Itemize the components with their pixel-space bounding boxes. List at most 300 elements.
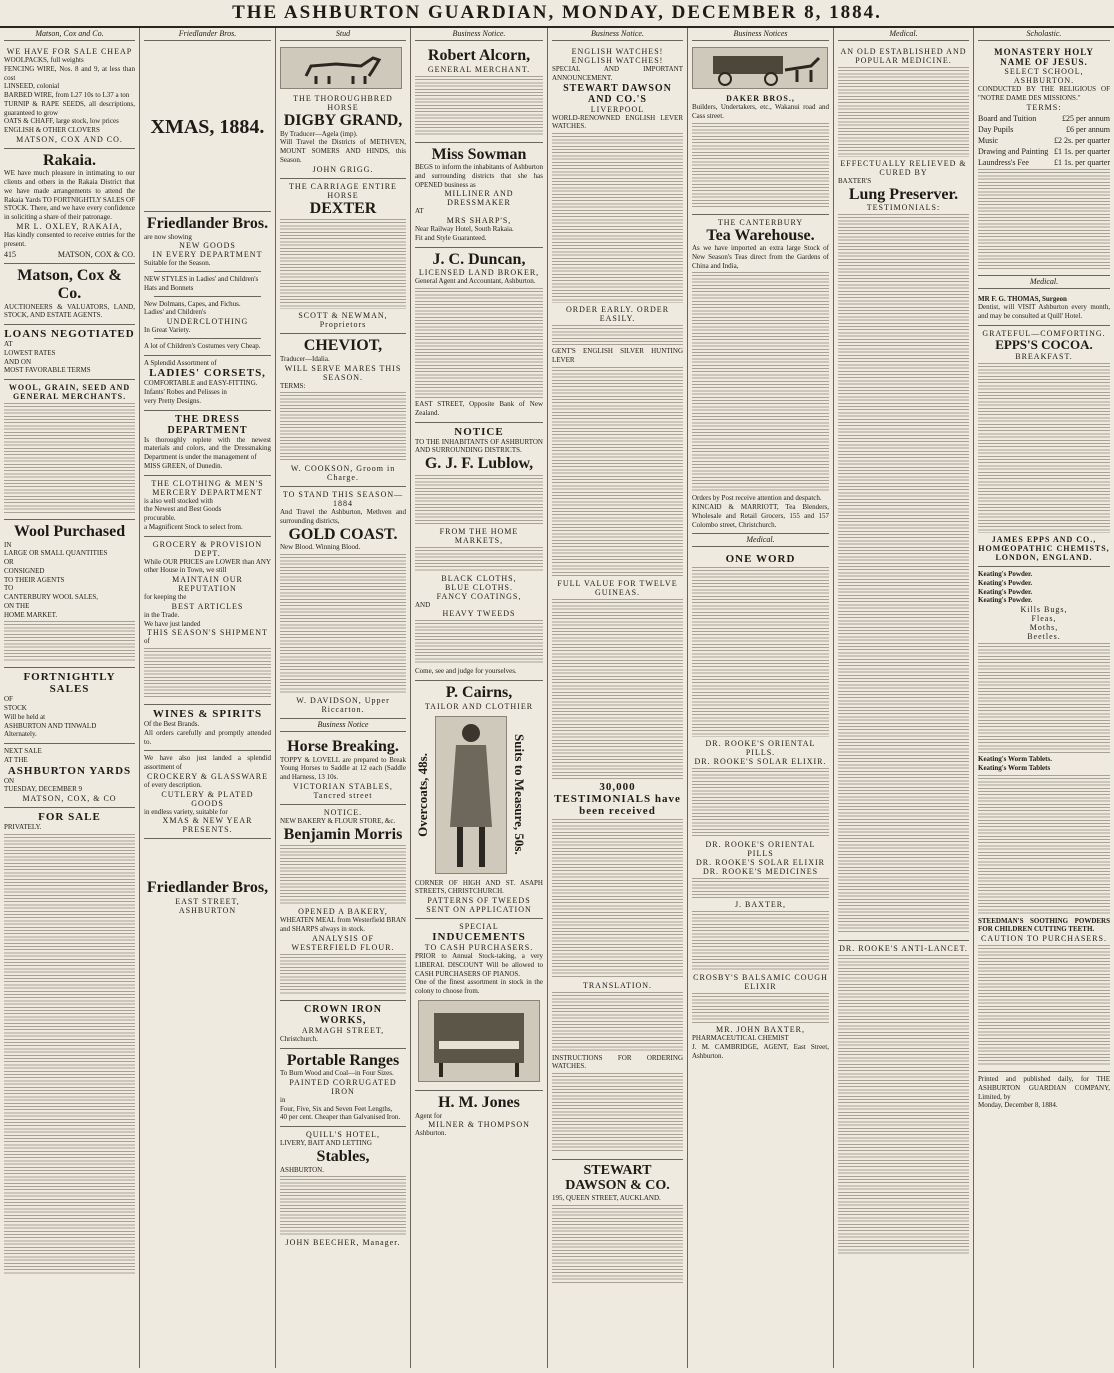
ad-line: EAST STREET, xyxy=(175,896,240,906)
ad-note: Has kindly consented to receive entries for the present. xyxy=(4,230,135,248)
ad-line: NOTICE xyxy=(454,425,504,438)
ad-line: in the Trade. xyxy=(144,610,180,619)
ad-line: ON THE xyxy=(4,601,30,610)
ad-line: One of the finest assortment in stock in the colony to choose from. xyxy=(415,978,543,996)
masthead xyxy=(0,0,1114,28)
ad-sign: W. COOKSON, Groom in Charge. xyxy=(290,464,396,483)
ad-grocery xyxy=(144,537,271,706)
ad-line: ENGLISH & OTHER CLOVERS xyxy=(4,126,100,134)
column-scholastic xyxy=(974,28,1114,1368)
fee-label: Music xyxy=(978,135,998,145)
ad-line: LIVERPOOL xyxy=(590,104,645,114)
ad-miss-sowman xyxy=(415,143,543,248)
fine-print xyxy=(4,403,135,513)
fine-print xyxy=(978,775,1110,915)
fine-print xyxy=(280,954,406,994)
ad-sign: MATSON, COX & CO. xyxy=(57,250,135,260)
fine-print xyxy=(280,554,406,694)
ad-sign: KINCAID & MARRIOTT, Tea Blenders, Wholesale and Retail Grocers, 155 and 157 Colombo street, Christchurch. xyxy=(692,503,829,529)
ad-line: And Travel the Ashburton, Methven and surrounding districts, xyxy=(280,508,406,526)
ad-line: General Agent and Accountant, Ashburton. xyxy=(415,277,536,286)
ad-line: We have also just landed a splendid assortment of xyxy=(144,754,271,772)
fine-print xyxy=(415,288,543,398)
ad-title: LOANS NEGOTIATED xyxy=(4,328,135,341)
ad-line: Of the Best Brands. xyxy=(144,720,200,729)
ad-line: EFFECTUALLY RELIEVED & CURED BY xyxy=(840,159,967,177)
ad-line: Keating's Worm Tablets. xyxy=(978,755,1052,764)
ad-line: Kills Bugs, xyxy=(1020,605,1068,615)
ad-line: AUCTIONEERS & VALUATORS, LAND, STOCK, AND ESTATE AGENTS. xyxy=(4,302,135,320)
ad-title: Wool Purchased xyxy=(13,523,126,541)
ad-line: Ashburton. xyxy=(415,1129,447,1138)
ad-title: J. C. Duncan, xyxy=(432,250,526,268)
fine-print xyxy=(692,567,829,737)
ad-line: AT xyxy=(4,340,13,349)
ad-title: XMAS, 1884. xyxy=(150,116,265,138)
ad-line: NEXT SALE xyxy=(4,747,42,756)
ad-line: LOWEST RATES xyxy=(4,348,56,357)
ad-robert-alcorn xyxy=(415,44,543,143)
fine-print xyxy=(280,219,406,309)
ad-title: Stables, xyxy=(316,1147,370,1165)
ad-daker-bros xyxy=(692,44,829,215)
fine-print xyxy=(415,620,543,665)
ad-canterbury-tea xyxy=(692,215,829,535)
ad-line: TO CASH PURCHASERS. xyxy=(424,943,534,953)
ad-line: MILNER & THOMPSON xyxy=(428,1120,530,1130)
section-header: Medical. xyxy=(978,276,1110,289)
ad-line: BAXTER'S xyxy=(838,177,872,185)
ad-xmas xyxy=(144,44,271,212)
fine-print xyxy=(415,475,543,525)
ad-line: WHEATEN MEAL from Westerfield BRAN and SHARPS always in stock. xyxy=(280,916,406,934)
ad-benjamin-morris xyxy=(280,805,406,1001)
ad-stewart-dawson xyxy=(552,44,683,1160)
ad-line: Ladies' and Children's xyxy=(144,308,207,317)
ad-line: INSTRUCTIONS FOR ORDERING WATCHES. xyxy=(552,1053,683,1071)
fee-value: £1 1s. per quarter xyxy=(1054,157,1110,167)
imprint-line: Printed and published daily, for THE ASHBURTON GUARDIAN COMPANY, Limited, by xyxy=(978,1075,1110,1101)
fee-row xyxy=(978,158,1110,167)
ad-title: Tea Warehouse. xyxy=(706,226,815,244)
ad-line: ORDER EARLY. ORDER EASILY. xyxy=(565,305,670,323)
divider xyxy=(154,338,261,339)
column-header: Stud xyxy=(280,28,406,41)
ad-line: IN EVERY DEPARTMENT xyxy=(152,250,263,260)
fine-print xyxy=(4,621,135,661)
gentleman-figure-illustration xyxy=(435,716,507,874)
ad-line: PHARMACEUTICAL CHEMIST xyxy=(692,1034,789,1043)
ad-wines-spirits xyxy=(144,705,271,751)
ad-line: Will be held at xyxy=(4,712,46,721)
ad-line: Christchurch. xyxy=(280,1034,318,1043)
fine-print xyxy=(978,363,1110,533)
ad-lublow xyxy=(415,423,543,682)
ad-title: MR F. G. THOMAS, Surgeon xyxy=(978,294,1067,303)
ad-line: CANTERBURY WOOL SALES, xyxy=(4,593,99,602)
ad-friedlander-footer xyxy=(144,839,271,919)
ad-line: NEW STYLES in Ladies' and Children's xyxy=(144,275,259,284)
ad-line: THE CARRIAGE ENTIRE HORSE xyxy=(289,181,397,200)
ad-line: QUILL'S HOTEL, xyxy=(305,1130,381,1140)
ad-line: LIVERY, BAIT AND LETTING xyxy=(280,1139,372,1148)
ad-line: FANCY COATINGS, xyxy=(436,591,522,601)
ad-fg-thomas xyxy=(978,292,1110,326)
ad-line: Keating's Powder. xyxy=(978,570,1033,579)
ad-line: very Pretty Designs. xyxy=(144,396,201,405)
fine-print xyxy=(552,1205,683,1285)
ad-line: Hats and Bonnets xyxy=(144,283,194,292)
ad-title: FOR SALE xyxy=(38,811,101,824)
ad-line: TOPPY & LOVELL are prepared to Break Young Horses to Saddle at 12 each (Saddle and Harness, 13 10s. xyxy=(280,755,406,782)
ad-title: LADIES' CORSETS, xyxy=(149,367,266,380)
ad-line: are now showing xyxy=(144,232,192,241)
ad-title: EPPS'S COCOA. xyxy=(995,336,1093,352)
ad-title: Horse Breaking. xyxy=(287,738,399,756)
column-header: Friedlander Bros. xyxy=(144,28,271,41)
ad-line: AND ON xyxy=(4,357,32,366)
ad-line: TERMS: xyxy=(1026,102,1062,112)
fine-print xyxy=(415,76,543,136)
ad-line: ASHBURTON. xyxy=(280,1165,324,1174)
ad-line: TESTIMONIALS: xyxy=(866,203,941,213)
ad-one-word xyxy=(692,550,829,1064)
ad-line: TERMS: xyxy=(280,381,306,390)
ad-line: THE CLOTHING & MEN'S MERCERY DEPARTMENT xyxy=(151,478,264,497)
ad-line: DR. ROOKE'S SOLAR ELIXIR xyxy=(696,858,825,868)
ad-line: J. BAXTER, xyxy=(734,900,787,910)
ad-line: TRANSLATION. xyxy=(582,980,653,990)
ad-line: of xyxy=(144,637,150,646)
ad-title: WINES & SPIRITS xyxy=(152,708,263,721)
ad-title: Friedlander Bros, xyxy=(146,879,269,897)
ad-gold-coast xyxy=(280,487,406,719)
ad-line: Suitable for the Season. xyxy=(144,259,211,268)
ad-line: LINSEED, colonial xyxy=(4,82,60,91)
columns xyxy=(0,28,1114,1368)
ad-line: TO THE INHABITANTS OF ASHBURTON AND SURROUNDING DISTRICTS. xyxy=(415,437,543,455)
ad-crown-iron-works xyxy=(280,1001,406,1049)
cairns-illustration-row xyxy=(415,715,543,875)
ad-title: Robert Alcorn, xyxy=(427,47,531,64)
fine-print xyxy=(838,214,969,934)
ad-quills-hotel xyxy=(280,1127,406,1251)
column-header: Business Notices xyxy=(692,28,829,41)
column-stud xyxy=(276,28,411,1368)
ad-line: JAMES EPPS AND CO., HOMŒOPATHIC CHEMISTS, LONDON, ENGLAND. xyxy=(978,535,1110,563)
ad-line: Moths, xyxy=(1029,623,1059,633)
ad-line: SELECT SCHOOL, ASHBURTON. xyxy=(1004,67,1084,85)
ad-line: is also well stocked with xyxy=(144,496,213,505)
ad-sign: MATSON, COX, & CO xyxy=(22,794,117,804)
ad-line: STEEDMAN'S SOOTHING POWDERS FOR CHILDREN CUTTING TEETH. xyxy=(978,916,1110,934)
ad-horse-breaking xyxy=(280,735,406,805)
masthead-title: THE ASHBURTON GUARDIAN, MONDAY, DECEMBER 8, 1884. xyxy=(232,2,882,23)
ad-code: 415 xyxy=(4,250,16,260)
ad-line: OPENED A BAKERY, xyxy=(298,907,388,917)
ad-cheviot xyxy=(280,334,406,487)
ad-line: 40 per cent. Cheaper than Galvanised Iron. xyxy=(280,1113,401,1122)
ad-digby-grand xyxy=(280,44,406,179)
ad-line: Fit and Style Guaranteed. xyxy=(415,233,487,242)
ad-line: AND xyxy=(415,600,431,609)
ad-title: FORTNIGHTLY SALES xyxy=(23,671,116,696)
ad-line: in endless variety, suitable for xyxy=(144,807,228,816)
fee-label: Day Pupils xyxy=(978,124,1014,134)
ad-crockery xyxy=(144,751,271,839)
ad-line: TAILOR AND CLOTHIER xyxy=(424,701,534,711)
ad-dress-department xyxy=(144,411,271,476)
ad-line: DR. ROOKE'S ORIENTAL PILLS. xyxy=(705,739,816,758)
ad-line: AT xyxy=(415,207,424,216)
fee-value: £25 per annum xyxy=(1062,113,1110,123)
section-header: Business Notice xyxy=(280,719,406,732)
ad-line: INDUCEMENTS xyxy=(432,931,526,944)
ad-line: WILL SERVE MARES THIS SEASON. xyxy=(284,363,402,382)
ad-line: BLUE CLOTHS. xyxy=(445,582,513,592)
ad-title: Matson, Cox & Co. xyxy=(17,267,122,302)
ad-line: NOTICE. xyxy=(323,807,363,817)
ad-line: FROM THE HOME MARKETS, xyxy=(439,526,519,545)
fine-print xyxy=(838,955,969,1255)
ad-line: 30,000 TESTIMONIALS have been received xyxy=(554,780,681,817)
fine-print xyxy=(280,845,406,905)
ad-line: DR. ROOKE'S MEDICINES xyxy=(702,867,819,877)
ad-line: CAUTION TO PURCHASERS. xyxy=(981,934,1107,944)
ad-title: G. J. F. Lublow, xyxy=(424,455,534,473)
column-header: Matson, Cox and Co. xyxy=(4,28,135,41)
ad-line: WOOLPACKS, full weights xyxy=(4,56,84,64)
ad-line: New Dolmans, Capes, and Fichus. xyxy=(144,299,241,308)
ad-line: TO STAND THIS SEASON—1884 xyxy=(282,490,404,509)
ad-line: TUESDAY, DECEMBER 9 xyxy=(4,785,82,794)
ad-title: Rakaia. xyxy=(43,151,96,169)
ad-line: TO THEIR AGENTS xyxy=(4,575,65,584)
fine-print xyxy=(692,911,829,971)
fine-print xyxy=(978,643,1110,753)
ad-line: While OUR PRICES are LOWER than ANY other House in Town, we still xyxy=(144,557,271,575)
ad-lead: WE HAVE FOR SALE CHEAP xyxy=(6,47,133,56)
ad-line: Come, see and judge for yourselves. xyxy=(415,667,517,676)
ad-line: Traducer—Idalia. xyxy=(280,354,330,363)
ad-line: ASHBURTON AND TINWALD xyxy=(4,721,97,730)
ad-line: PAINTED CORRUGATED IRON xyxy=(289,1077,397,1096)
ad-portable-ranges xyxy=(280,1049,406,1128)
ad-sign: J. M. CAMBRIDGE, AGENT, East Street, Ashburton. xyxy=(692,1043,829,1060)
ad-line: WORLD-RENOWNED ENGLISH LEVER WATCHES. xyxy=(552,113,683,131)
ad-line: To Burn Wood and Coal—in Four Sizes. xyxy=(280,1069,394,1078)
fee-row xyxy=(978,147,1110,156)
ad-title: Benjamin Morris xyxy=(283,825,403,843)
ad-line: Keating's Powder. xyxy=(978,578,1033,587)
ad-jc-duncan xyxy=(415,248,543,423)
ad-line: UNDERCLOTHING xyxy=(166,317,249,327)
ad-monastery-school xyxy=(978,44,1110,276)
fine-print xyxy=(552,992,683,1052)
fine-print xyxy=(692,272,829,492)
fee-label: Drawing and Painting xyxy=(978,146,1049,156)
fine-print xyxy=(978,945,1110,1065)
ad-title: Lung Preserver. xyxy=(848,185,959,203)
ad-epps-cocoa xyxy=(978,326,1110,567)
ad-line: Alternately. xyxy=(4,730,37,739)
ad-title: Friedlander Bros. xyxy=(146,215,269,232)
ad-line: TURNIP & RAPE SEEDS, all descriptions, guaranteed to grow xyxy=(4,99,135,117)
divider xyxy=(154,296,261,297)
fine-print xyxy=(280,1176,406,1236)
ad-title: DAKER BROS., xyxy=(726,94,795,103)
column-header: Business Notice. xyxy=(415,28,543,41)
ad-line: FENCING WIRE, Nos. 8 and 9, at less than cost xyxy=(4,64,135,82)
ad-title: THE DRESS DEPARTMENT xyxy=(167,413,248,436)
ad-wool-purchased xyxy=(4,520,135,668)
ad-line: DR. ROOKE'S ANTI-LANCET. xyxy=(839,944,968,954)
ad-dexter xyxy=(280,179,406,335)
section-header: Medical. xyxy=(692,534,829,547)
ad-title: ONE WORD xyxy=(725,553,796,566)
ad-line: OATS & CHAFF, large stock, low prices xyxy=(4,117,119,126)
fee-label: Board and Tuition xyxy=(978,113,1037,123)
ad-friedlander-new-goods xyxy=(144,212,271,356)
ad-for-sale xyxy=(4,808,135,1280)
ad-line: Beetles. xyxy=(1027,632,1061,642)
ad-line: HOME MARKET. xyxy=(4,610,58,619)
imprint-date: Monday, December 8, 1884. xyxy=(978,1101,1058,1110)
fine-print xyxy=(552,819,683,979)
ad-line: Four, Five, Six and Seven Feet Lengths, xyxy=(280,1104,393,1113)
column-header: Medical. xyxy=(838,28,969,41)
ad-line: BEST ARTICLES xyxy=(171,601,244,611)
ad-line: Fleas, xyxy=(1031,614,1057,624)
ad-title: Miss Sowman xyxy=(431,145,527,163)
fine-print xyxy=(552,599,683,779)
ad-line: DR. ROOKE'S SOLAR ELIXIR. xyxy=(694,757,827,767)
ad-line: ASHBURTON xyxy=(178,905,237,915)
ad-line: STOCK xyxy=(4,704,27,713)
fee-value: £6 per annum xyxy=(1066,124,1110,134)
column-business-1 xyxy=(411,28,548,1368)
ad-matson-for-sale xyxy=(4,44,135,149)
ad-ladies-corsets xyxy=(144,356,271,411)
fine-print xyxy=(144,648,271,698)
ad-line: XMAS & NEW YEAR PRESENTS. xyxy=(162,816,253,835)
ad-line: THIS SEASON'S SHIPMENT xyxy=(147,628,268,638)
ad-line: Will Travel the Districts of METHVEN, MOUNT SOMERS AND HINDS, this Season. xyxy=(280,138,406,164)
ad-hm-jones xyxy=(415,1091,543,1142)
ad-line: the Newest and Best Goods xyxy=(144,505,222,514)
ad-line: LARGE OR SMALL QUANTITIES xyxy=(4,549,108,558)
ad-rakaia xyxy=(4,149,135,265)
ad-title: STEWART DAWSON & CO. xyxy=(565,1163,670,1194)
fine-print xyxy=(415,547,543,572)
ad-line: MAINTAIN OUR REPUTATION xyxy=(172,575,243,594)
ad-line: for keeping the xyxy=(144,593,187,602)
ad-line: We have just landed xyxy=(144,619,201,628)
ad-title: MONASTERY HOLY NAME OF JESUS. xyxy=(994,47,1094,67)
ad-sign: MATSON, COX AND CO. xyxy=(16,134,123,144)
fine-print xyxy=(838,67,969,157)
ad-line: ARMAGH STREET, xyxy=(301,1025,385,1035)
ad-title: DIGBY GRAND, xyxy=(283,112,403,129)
ad-title: ASHBURTON YARDS xyxy=(7,764,132,777)
ad-line: CROCKERY & GLASSWARE xyxy=(146,771,269,781)
ad-line: Agent for xyxy=(415,1111,443,1120)
ad-line: COMFORTABLE and EASY-FITTING. xyxy=(144,379,258,388)
ad-line: NEW BAKERY & FLOUR STORE, &c. xyxy=(280,816,396,825)
ad-name: MR L. OXLEY, RAKAIA, xyxy=(16,221,123,231)
ad-body: WE have much pleasure in intimating to our clients and others in the Rakaia District that we have made arrangements to attend the Rakaia Yards TO FORTNIGHTLY SALES OF STOCK. There, and we have every confidence in soliciting a share of their patronage. xyxy=(4,169,135,222)
ad-wool-grain xyxy=(4,380,135,520)
ad-ashburton-yards xyxy=(4,744,135,808)
fee-value: £1 1s. per quarter xyxy=(1054,146,1110,156)
piano-illustration xyxy=(418,1000,540,1082)
ad-line: of every description. xyxy=(144,780,202,789)
ad-keatings xyxy=(978,567,1110,1072)
suits-price: Suits to Measure, 50s. xyxy=(512,734,527,856)
ad-line: CORNER OF HIGH AND ST. ASAPH STREETS, CHRISTCHURCH. xyxy=(415,878,543,896)
ad-line: In Great Variety. xyxy=(144,326,191,335)
ad-line: Dentist, will VISIT Ashburton every month, and may be consulted at Quill' Hotel. xyxy=(978,303,1110,320)
ad-line: SPECIAL AND IMPORTANT ANNOUNCEMENT. xyxy=(552,65,683,82)
ad-line: TO xyxy=(4,584,14,593)
ad-line: ENGLISH WATCHES! xyxy=(571,47,664,56)
ad-line: CUTLERY & PLATED GOODS xyxy=(161,789,254,808)
ad-sign: W. DAVIDSON, Upper Riccarton. xyxy=(296,696,390,715)
ad-clothing-mercery xyxy=(144,476,271,537)
ad-line: MR. JOHN BAXTER, xyxy=(716,1025,805,1035)
ad-line: Keating's Powder. xyxy=(978,596,1033,605)
ad-line: PRIVATELY. xyxy=(4,823,42,832)
ad-line: A lot of Children's Costumes very Cheap. xyxy=(144,341,261,350)
ad-line: MILLINER AND DRESSMAKER xyxy=(444,189,514,208)
fine-print xyxy=(692,123,829,208)
ad-line: in xyxy=(280,1095,286,1104)
ad-line: BLACK CLOTHS, xyxy=(441,573,517,583)
ad-line: Near Railway Hotel, South Rakaia. xyxy=(415,225,514,234)
ad-line: procurable. xyxy=(144,514,176,523)
ad-line: OF xyxy=(4,695,13,704)
ad-line: OR xyxy=(4,558,14,567)
fee-row xyxy=(978,114,1110,123)
ad-title: Portable Ranges xyxy=(286,1051,400,1069)
ad-line: a Magnificent Stock to select from. xyxy=(144,522,243,531)
ad-line: BEGS to inform the inhabitants of Ashburton and surrounding districts that she has OPENED business as xyxy=(415,163,543,189)
ad-line: Is thoroughly replete with the newest materials and colors, and the Dressmaking Department is under the management of xyxy=(144,435,271,462)
ad-title: DEXTER xyxy=(309,199,377,217)
ad-line: HEAVY TWEEDS xyxy=(442,609,516,619)
column-header: Business Notice. xyxy=(552,28,683,41)
ad-baxters-lung-preserver xyxy=(838,44,969,941)
ad-loans xyxy=(4,325,135,380)
fine-print xyxy=(552,367,683,577)
fine-print xyxy=(692,768,829,838)
column-business-2 xyxy=(548,28,688,1368)
ad-line: GENT'S ENGLISH SILVER HUNTING LEVER xyxy=(552,347,683,364)
ad-line: DR. ROOKE'S ORIENTAL PILLS xyxy=(705,840,816,859)
ad-p-cairns xyxy=(415,681,543,919)
ad-line: Orders by Post receive attention and despatch. xyxy=(692,494,822,503)
ad-sign: EAST STREET, Opposite Bank of New Zealand. xyxy=(415,400,543,417)
ad-line: SPECIAL xyxy=(459,922,499,932)
ad-matson-cox xyxy=(4,264,135,325)
ad-line: BREAKFAST. xyxy=(1015,352,1073,362)
ad-line: MISS GREEN, of Dunedin. xyxy=(144,461,223,470)
fine-print xyxy=(692,993,829,1023)
fine-print xyxy=(552,325,683,345)
ad-line: CONSIGNED xyxy=(4,566,45,575)
ad-line: New Blood. Winning Blood. xyxy=(280,543,361,552)
ad-line: CROSBY'S BALSAMIC COUGH ELIXIR xyxy=(693,973,828,992)
